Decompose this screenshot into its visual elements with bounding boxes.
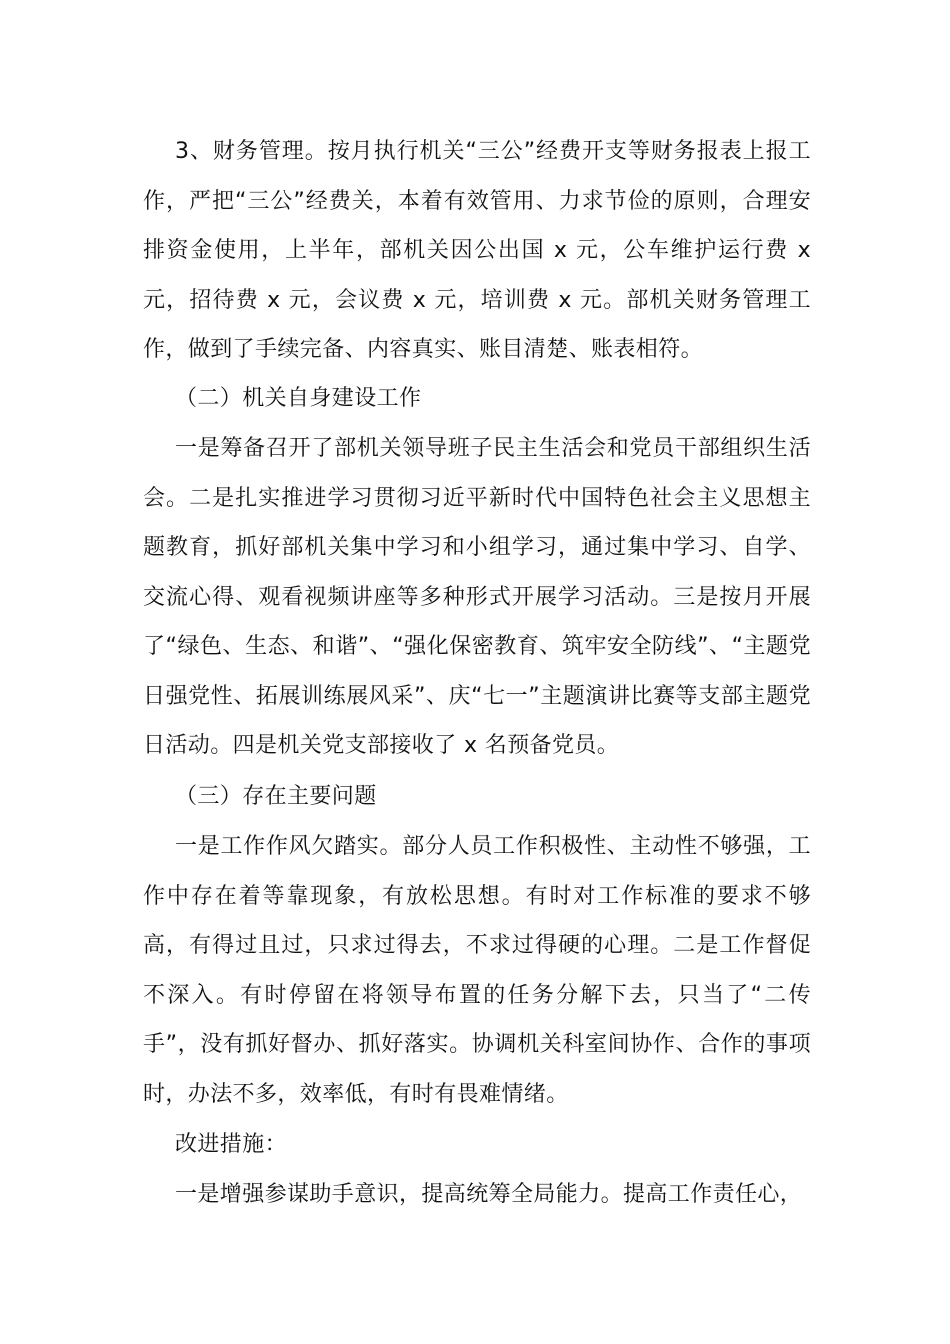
heading-problems: （三）存在主要问题 (175, 784, 377, 809)
paragraph-finance: 3、财务管理。按月执行机关“三公”经费开支等财务报表上报工作，严把“三公”经费关，本着有效管用、力求节俭的原则，合理安排资金使用，上半年，部机关因公出国 x 元，公车维护运行费 x 元，招待费 x 元，会议费 x 元，培训费 x 元。部机关财务管理工作，做到了手续完备、内容真实、账目清楚、账表相符。 (143, 139, 811, 362)
paragraph-measures: 一是增强参谋助手意识，提高统筹全局能力。提高工作责任心， (175, 1182, 803, 1207)
paragraph-self-building: 一是筹备召开了部机关领导班子民主生活会和党员干部组织生活会。二是扎实推进学习贯彻习近平新时代中国特色社会主义思想主题教育，抓好部机关集中学习和小组学习，通过集中学习、自学、交流心得、观看视频讲座等多种形式开展学习活动。三是按月开展了“绿色、生态、和谐”、“强化保密教育、筑牢安全防线”、“主题党日强党性、拓展训练展风采”、庆“七一”主题演讲比赛等支部主题党日活动。四是机关党支部接收了 x 名预备党员。 (143, 436, 811, 758)
paragraph-problems: 一是工作作风欠踏实。部分人员工作积极性、主动性不够强，工作中存在着等靠现象，有放松思想。有时对工作标准的要求不够高，有得过且过，只求过得去，不求过得硬的心理。二是工作督促不深入。有时停留在将领导布置的任务分解下去，只当了“二传手”，没有抓好督办、抓好落实。协调机关科室间协作、合作的事项时，办法不多，效率低，有时有畏难情绪。 (143, 834, 811, 1107)
label-measures: 改进措施： (175, 1132, 288, 1157)
heading-self-building: （二）机关自身建设工作 (175, 386, 422, 411)
